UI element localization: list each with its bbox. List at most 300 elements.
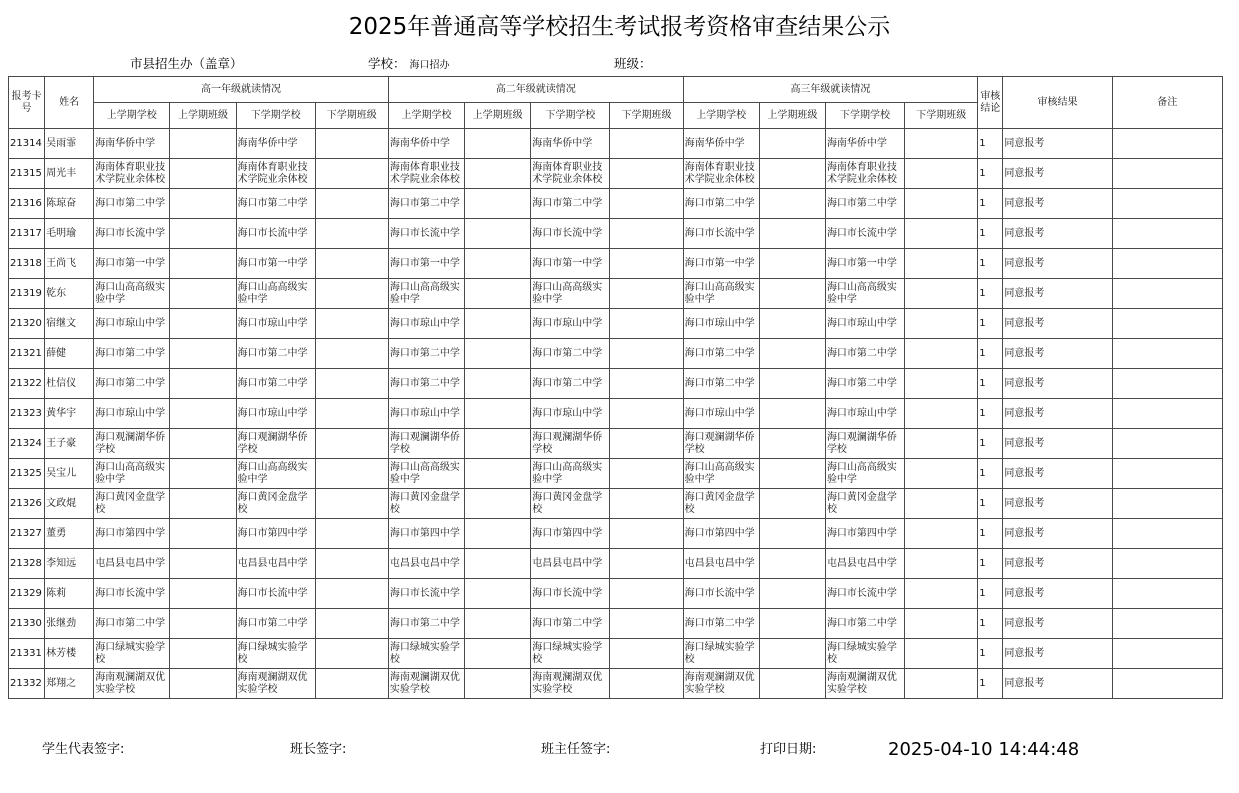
g3-first-school-cell: 海口观澜湖华侨学校 bbox=[683, 429, 759, 459]
g1-second-school-cell: 海口绿城实验学校 bbox=[236, 639, 315, 669]
g1-first-class-cell bbox=[170, 219, 236, 249]
table-row bbox=[9, 129, 1223, 159]
col-conclusion: 审核结论 bbox=[978, 77, 1003, 129]
student-rep-signature: 学生代表签字: bbox=[42, 742, 125, 757]
g2-second-class-cell bbox=[610, 279, 683, 309]
g1-second-school-cell: 海南华侨中学 bbox=[236, 129, 315, 159]
g1-second-school-cell: 海口市琼山中学 bbox=[236, 309, 315, 339]
card-no-cell: 21324 bbox=[9, 429, 45, 459]
name-cell: 吴雨霏 bbox=[45, 129, 94, 159]
g2-first-class-cell bbox=[465, 549, 531, 579]
conclusion-cell: 1 bbox=[978, 429, 1003, 459]
g1-first-class-cell bbox=[170, 429, 236, 459]
g2-first-class-cell bbox=[465, 609, 531, 639]
g1-first-class-cell bbox=[170, 519, 236, 549]
g2-second-school-cell: 海口市琼山中学 bbox=[531, 309, 610, 339]
g3-second-class-cell bbox=[905, 609, 978, 639]
g1-second-school-cell: 海口市长流中学 bbox=[236, 579, 315, 609]
result-cell: 同意报考 bbox=[1003, 489, 1112, 519]
card-no-cell: 21317 bbox=[9, 219, 45, 249]
card-no-cell: 21327 bbox=[9, 519, 45, 549]
g2-first-school-cell: 海南观澜湖双优实验学校 bbox=[388, 669, 464, 699]
g2-second-school-cell: 海口市第四中学 bbox=[531, 519, 610, 549]
remark-cell bbox=[1112, 399, 1222, 429]
g3-second-class-cell bbox=[905, 339, 978, 369]
g1-first-class-cell bbox=[170, 249, 236, 279]
g3-second-class-cell bbox=[905, 279, 978, 309]
g1-first-class-cell bbox=[170, 309, 236, 339]
col-g2-first-class: 上学期班级 bbox=[465, 103, 531, 129]
conclusion-cell: 1 bbox=[978, 639, 1003, 669]
g1-second-school-cell: 海口市长流中学 bbox=[236, 219, 315, 249]
g2-second-school-cell: 海口绿城实验学校 bbox=[531, 639, 610, 669]
g2-second-class-cell bbox=[610, 219, 683, 249]
card-no-cell: 21322 bbox=[9, 369, 45, 399]
name-cell: 陈莉 bbox=[45, 579, 94, 609]
remark-cell bbox=[1112, 279, 1222, 309]
head-teacher-signature: 班主任签字: bbox=[541, 742, 611, 757]
card-no-cell: 21329 bbox=[9, 579, 45, 609]
col-g3-second-school: 下学期学校 bbox=[825, 103, 904, 129]
g2-first-school-cell: 海口市长流中学 bbox=[388, 579, 464, 609]
card-no-cell: 21325 bbox=[9, 459, 45, 489]
table-row bbox=[9, 669, 1223, 699]
conclusion-cell: 1 bbox=[978, 609, 1003, 639]
col-g2-second-school: 下学期学校 bbox=[531, 103, 610, 129]
result-cell: 同意报考 bbox=[1003, 669, 1112, 699]
g1-first-school-cell: 海口市琼山中学 bbox=[94, 399, 170, 429]
g1-first-school-cell: 海口市长流中学 bbox=[94, 219, 170, 249]
g1-first-school-cell: 海口市第二中学 bbox=[94, 609, 170, 639]
col-result: 审核结果 bbox=[1003, 77, 1112, 129]
g1-first-class-cell bbox=[170, 129, 236, 159]
g1-first-school-cell: 海口黄冈金盘学校 bbox=[94, 489, 170, 519]
g2-second-school-cell: 海口黄冈金盘学校 bbox=[531, 489, 610, 519]
review-results-table bbox=[8, 76, 1223, 699]
school-label: 学校： bbox=[368, 56, 406, 71]
g1-second-school-cell: 海口黄冈金盘学校 bbox=[236, 489, 315, 519]
g2-second-class-cell bbox=[610, 459, 683, 489]
card-no-cell: 21330 bbox=[9, 609, 45, 639]
g1-second-class-cell bbox=[315, 129, 388, 159]
table-row bbox=[9, 429, 1223, 459]
g3-first-class-cell bbox=[759, 669, 825, 699]
g3-second-school-cell: 海南华侨中学 bbox=[825, 129, 904, 159]
col-g1-first-school: 上学期学校 bbox=[94, 103, 170, 129]
name-cell: 王尚飞 bbox=[45, 249, 94, 279]
remark-cell bbox=[1112, 129, 1222, 159]
remark-cell bbox=[1112, 639, 1222, 669]
g1-first-class-cell bbox=[170, 459, 236, 489]
col-remark: 备注 bbox=[1112, 77, 1222, 129]
g1-second-class-cell bbox=[315, 219, 388, 249]
g2-second-class-cell bbox=[610, 369, 683, 399]
g1-first-school-cell: 海南华侨中学 bbox=[94, 129, 170, 159]
conclusion-cell: 1 bbox=[978, 249, 1003, 279]
g2-second-school-cell: 屯昌县屯昌中学 bbox=[531, 549, 610, 579]
conclusion-cell: 1 bbox=[978, 189, 1003, 219]
name-cell: 林芳楼 bbox=[45, 639, 94, 669]
g2-first-school-cell: 海南体育职业技术学院业余体校 bbox=[388, 159, 464, 189]
table-row bbox=[9, 249, 1223, 279]
g3-second-school-cell: 海口市第二中学 bbox=[825, 339, 904, 369]
g2-first-class-cell bbox=[465, 429, 531, 459]
g1-first-school-cell: 屯昌县屯昌中学 bbox=[94, 549, 170, 579]
g3-second-school-cell: 海南体育职业技术学院业余体校 bbox=[825, 159, 904, 189]
g3-first-school-cell: 海口市第一中学 bbox=[683, 249, 759, 279]
remark-cell bbox=[1112, 159, 1222, 189]
g2-second-school-cell: 海口市长流中学 bbox=[531, 219, 610, 249]
name-cell: 吴宝儿 bbox=[45, 459, 94, 489]
col-name: 姓名 bbox=[45, 77, 94, 129]
g1-second-school-cell: 海口山高高级实验中学 bbox=[236, 459, 315, 489]
g1-first-class-cell bbox=[170, 609, 236, 639]
g1-first-school-cell: 海口山高高级实验中学 bbox=[94, 279, 170, 309]
g3-second-class-cell bbox=[905, 519, 978, 549]
g3-first-school-cell: 海口山高高级实验中学 bbox=[683, 459, 759, 489]
g1-second-school-cell: 海口观澜湖华侨学校 bbox=[236, 429, 315, 459]
g1-first-school-cell: 海口市第二中学 bbox=[94, 189, 170, 219]
g2-second-school-cell: 海口市长流中学 bbox=[531, 579, 610, 609]
g3-first-school-cell: 海南华侨中学 bbox=[683, 129, 759, 159]
col-grade2: 高二年级就读情况 bbox=[388, 77, 683, 103]
g2-first-class-cell bbox=[465, 189, 531, 219]
g3-first-class-cell bbox=[759, 609, 825, 639]
table-row bbox=[9, 489, 1223, 519]
g2-first-class-cell bbox=[465, 309, 531, 339]
g3-first-school-cell: 海口市琼山中学 bbox=[683, 399, 759, 429]
result-cell: 同意报考 bbox=[1003, 369, 1112, 399]
g2-second-class-cell bbox=[610, 249, 683, 279]
g1-first-school-cell: 海口观澜湖华侨学校 bbox=[94, 429, 170, 459]
g2-first-class-cell bbox=[465, 519, 531, 549]
result-cell: 同意报考 bbox=[1003, 249, 1112, 279]
remark-cell bbox=[1112, 519, 1222, 549]
g3-first-class-cell bbox=[759, 129, 825, 159]
card-no-cell: 21315 bbox=[9, 159, 45, 189]
g3-second-class-cell bbox=[905, 369, 978, 399]
g3-second-school-cell: 海口黄冈金盘学校 bbox=[825, 489, 904, 519]
g3-first-school-cell: 海口市第二中学 bbox=[683, 189, 759, 219]
name-cell: 李知远 bbox=[45, 549, 94, 579]
g3-second-class-cell bbox=[905, 639, 978, 669]
g3-second-class-cell bbox=[905, 549, 978, 579]
g1-first-school-cell: 海口市第二中学 bbox=[94, 339, 170, 369]
g3-first-class-cell bbox=[759, 219, 825, 249]
g1-first-school-cell: 海口市第四中学 bbox=[94, 519, 170, 549]
g1-second-class-cell bbox=[315, 459, 388, 489]
g2-second-school-cell: 海口观澜湖华侨学校 bbox=[531, 429, 610, 459]
result-cell: 同意报考 bbox=[1003, 429, 1112, 459]
g3-first-class-cell bbox=[759, 579, 825, 609]
table-row bbox=[9, 579, 1223, 609]
result-cell: 同意报考 bbox=[1003, 609, 1112, 639]
remark-cell bbox=[1112, 459, 1222, 489]
school-value: 海口招办 bbox=[409, 60, 450, 71]
g1-first-class-cell bbox=[170, 399, 236, 429]
g3-first-class-cell bbox=[759, 249, 825, 279]
g2-first-class-cell bbox=[465, 249, 531, 279]
name-cell: 毛明瑜 bbox=[45, 219, 94, 249]
g3-second-school-cell: 海口市第二中学 bbox=[825, 369, 904, 399]
result-cell: 同意报考 bbox=[1003, 459, 1112, 489]
g1-first-school-cell: 海口市第二中学 bbox=[94, 369, 170, 399]
g2-first-class-cell bbox=[465, 579, 531, 609]
g3-first-class-cell bbox=[759, 339, 825, 369]
g3-second-school-cell: 屯昌县屯昌中学 bbox=[825, 549, 904, 579]
g2-second-school-cell: 海南华侨中学 bbox=[531, 129, 610, 159]
g1-second-class-cell bbox=[315, 309, 388, 339]
g3-second-school-cell: 海口市长流中学 bbox=[825, 579, 904, 609]
g2-second-class-cell bbox=[610, 639, 683, 669]
g1-second-school-cell: 海口市第一中学 bbox=[236, 249, 315, 279]
g2-first-school-cell: 海口黄冈金盘学校 bbox=[388, 489, 464, 519]
g3-second-class-cell bbox=[905, 249, 978, 279]
conclusion-cell: 1 bbox=[978, 459, 1003, 489]
g1-first-class-cell bbox=[170, 639, 236, 669]
g3-first-school-cell: 海口市琼山中学 bbox=[683, 309, 759, 339]
g2-second-class-cell bbox=[610, 159, 683, 189]
g2-first-class-cell bbox=[465, 489, 531, 519]
conclusion-cell: 1 bbox=[978, 519, 1003, 549]
g1-second-class-cell bbox=[315, 279, 388, 309]
g2-first-class-cell bbox=[465, 219, 531, 249]
g1-second-school-cell: 海口山高高级实验中学 bbox=[236, 279, 315, 309]
g1-second-class-cell bbox=[315, 339, 388, 369]
remark-cell bbox=[1112, 669, 1222, 699]
g1-second-school-cell: 海口市第二中学 bbox=[236, 369, 315, 399]
conclusion-cell: 1 bbox=[978, 339, 1003, 369]
g3-first-class-cell bbox=[759, 399, 825, 429]
g2-second-school-cell: 海口市第一中学 bbox=[531, 249, 610, 279]
result-cell: 同意报考 bbox=[1003, 219, 1112, 249]
g1-second-class-cell bbox=[315, 399, 388, 429]
card-no-cell: 21331 bbox=[9, 639, 45, 669]
print-date-label: 打印日期: bbox=[760, 742, 817, 757]
g1-first-class-cell bbox=[170, 339, 236, 369]
g2-second-class-cell bbox=[610, 519, 683, 549]
g2-first-school-cell: 海口市第四中学 bbox=[388, 519, 464, 549]
card-no-cell: 21328 bbox=[9, 549, 45, 579]
result-cell: 同意报考 bbox=[1003, 279, 1112, 309]
result-cell: 同意报考 bbox=[1003, 639, 1112, 669]
col-g2-first-school: 上学期学校 bbox=[388, 103, 464, 129]
g3-second-class-cell bbox=[905, 129, 978, 159]
g2-second-class-cell bbox=[610, 309, 683, 339]
g1-second-class-cell bbox=[315, 609, 388, 639]
g1-second-class-cell bbox=[315, 489, 388, 519]
result-cell: 同意报考 bbox=[1003, 129, 1112, 159]
g1-second-class-cell bbox=[315, 249, 388, 279]
result-cell: 同意报考 bbox=[1003, 339, 1112, 369]
name-cell: 董勇 bbox=[45, 519, 94, 549]
g2-first-school-cell: 海口市琼山中学 bbox=[388, 399, 464, 429]
name-cell: 陈琼奋 bbox=[45, 189, 94, 219]
result-cell: 同意报考 bbox=[1003, 519, 1112, 549]
remark-cell bbox=[1112, 579, 1222, 609]
g2-first-school-cell: 海口市第二中学 bbox=[388, 369, 464, 399]
g3-first-class-cell bbox=[759, 639, 825, 669]
result-cell: 同意报考 bbox=[1003, 159, 1112, 189]
g3-first-class-cell bbox=[759, 369, 825, 399]
table-row bbox=[9, 639, 1223, 669]
g2-second-school-cell: 海南体育职业技术学院业余体校 bbox=[531, 159, 610, 189]
col-g1-second-school: 下学期学校 bbox=[236, 103, 315, 129]
g1-second-school-cell: 屯昌县屯昌中学 bbox=[236, 549, 315, 579]
name-cell: 张继劲 bbox=[45, 609, 94, 639]
g3-second-class-cell bbox=[905, 189, 978, 219]
g2-first-class-cell bbox=[465, 459, 531, 489]
name-cell: 宿继文 bbox=[45, 309, 94, 339]
conclusion-cell: 1 bbox=[978, 369, 1003, 399]
g3-first-class-cell bbox=[759, 279, 825, 309]
g3-first-school-cell: 海南体育职业技术学院业余体校 bbox=[683, 159, 759, 189]
g2-second-class-cell bbox=[610, 429, 683, 459]
card-no-cell: 21316 bbox=[9, 189, 45, 219]
col-grade1: 高一年级就读情况 bbox=[94, 77, 389, 103]
office-label: 市县招生办（盖章） bbox=[130, 56, 243, 71]
conclusion-cell: 1 bbox=[978, 309, 1003, 339]
name-cell: 乾东 bbox=[45, 279, 94, 309]
result-cell: 同意报考 bbox=[1003, 579, 1112, 609]
g3-first-class-cell bbox=[759, 189, 825, 219]
g2-first-class-cell bbox=[465, 129, 531, 159]
g1-second-school-cell: 海口市第二中学 bbox=[236, 189, 315, 219]
g3-first-class-cell bbox=[759, 519, 825, 549]
g2-second-class-cell bbox=[610, 129, 683, 159]
remark-cell bbox=[1112, 219, 1222, 249]
g1-first-school-cell: 海南观澜湖双优实验学校 bbox=[94, 669, 170, 699]
col-card-no: 报考卡号 bbox=[9, 77, 45, 129]
g2-second-school-cell: 海口山高高级实验中学 bbox=[531, 459, 610, 489]
g2-second-school-cell: 海口市第二中学 bbox=[531, 609, 610, 639]
g3-second-school-cell: 海口观澜湖华侨学校 bbox=[825, 429, 904, 459]
g1-second-class-cell bbox=[315, 159, 388, 189]
col-g1-second-class: 下学期班级 bbox=[315, 103, 388, 129]
conclusion-cell: 1 bbox=[978, 549, 1003, 579]
remark-cell bbox=[1112, 339, 1222, 369]
name-cell: 王子豪 bbox=[45, 429, 94, 459]
table-row bbox=[9, 339, 1223, 369]
name-cell: 周光丰 bbox=[45, 159, 94, 189]
g3-second-school-cell: 海南观澜湖双优实验学校 bbox=[825, 669, 904, 699]
g3-second-class-cell bbox=[905, 459, 978, 489]
g2-first-school-cell: 海口市第二中学 bbox=[388, 609, 464, 639]
conclusion-cell: 1 bbox=[978, 159, 1003, 189]
col-grade3: 高三年级就读情况 bbox=[683, 77, 978, 103]
result-cell: 同意报考 bbox=[1003, 549, 1112, 579]
table-row bbox=[9, 219, 1223, 249]
g3-first-school-cell: 海口市长流中学 bbox=[683, 219, 759, 249]
g3-first-class-cell bbox=[759, 549, 825, 579]
g2-second-school-cell: 海口市第二中学 bbox=[531, 339, 610, 369]
remark-cell bbox=[1112, 549, 1222, 579]
table-header-row bbox=[9, 77, 1223, 103]
g3-second-class-cell bbox=[905, 489, 978, 519]
g2-second-class-cell bbox=[610, 669, 683, 699]
conclusion-cell: 1 bbox=[978, 219, 1003, 249]
col-g1-first-class: 上学期班级 bbox=[170, 103, 236, 129]
g2-first-school-cell: 海口观澜湖华侨学校 bbox=[388, 429, 464, 459]
g3-second-school-cell: 海口市琼山中学 bbox=[825, 399, 904, 429]
conclusion-cell: 1 bbox=[978, 579, 1003, 609]
g1-first-school-cell: 海口山高高级实验中学 bbox=[94, 459, 170, 489]
g1-second-class-cell bbox=[315, 579, 388, 609]
g1-first-school-cell: 海口绿城实验学校 bbox=[94, 639, 170, 669]
table-row bbox=[9, 549, 1223, 579]
g3-first-class-cell bbox=[759, 429, 825, 459]
result-cell: 同意报考 bbox=[1003, 399, 1112, 429]
g1-first-class-cell bbox=[170, 159, 236, 189]
name-cell: 郑翔之 bbox=[45, 669, 94, 699]
g1-second-class-cell bbox=[315, 369, 388, 399]
table-row bbox=[9, 159, 1223, 189]
g3-first-class-cell bbox=[759, 309, 825, 339]
card-no-cell: 21321 bbox=[9, 339, 45, 369]
remark-cell bbox=[1112, 249, 1222, 279]
g1-first-class-cell bbox=[170, 549, 236, 579]
g3-second-school-cell: 海口市第二中学 bbox=[825, 189, 904, 219]
g2-first-class-cell bbox=[465, 669, 531, 699]
card-no-cell: 21332 bbox=[9, 669, 45, 699]
conclusion-cell: 1 bbox=[978, 489, 1003, 519]
card-no-cell: 21320 bbox=[9, 309, 45, 339]
g3-first-class-cell bbox=[759, 489, 825, 519]
g2-first-school-cell: 海口山高高级实验中学 bbox=[388, 459, 464, 489]
g2-second-school-cell: 海口山高高级实验中学 bbox=[531, 279, 610, 309]
conclusion-cell: 1 bbox=[978, 279, 1003, 309]
g3-first-school-cell: 海南观澜湖双优实验学校 bbox=[683, 669, 759, 699]
g1-first-school-cell: 海口市第一中学 bbox=[94, 249, 170, 279]
g3-first-school-cell: 海口市第二中学 bbox=[683, 609, 759, 639]
class-label: 班级： bbox=[614, 56, 652, 71]
g3-second-school-cell: 海口市第一中学 bbox=[825, 249, 904, 279]
g1-second-class-cell bbox=[315, 639, 388, 669]
g3-second-class-cell bbox=[905, 399, 978, 429]
g2-second-class-cell bbox=[610, 339, 683, 369]
g3-second-school-cell: 海口山高高级实验中学 bbox=[825, 459, 904, 489]
g1-second-school-cell: 海口市第二中学 bbox=[236, 339, 315, 369]
card-no-cell: 21323 bbox=[9, 399, 45, 429]
g3-second-school-cell: 海口市长流中学 bbox=[825, 219, 904, 249]
g2-first-school-cell: 海南华侨中学 bbox=[388, 129, 464, 159]
page-title: 2025年普通高等学校招生考试报考资格审查结果公示 bbox=[348, 14, 891, 40]
g1-first-school-cell: 海口市长流中学 bbox=[94, 579, 170, 609]
result-cell: 同意报考 bbox=[1003, 189, 1112, 219]
g2-first-class-cell bbox=[465, 339, 531, 369]
g2-second-class-cell bbox=[610, 609, 683, 639]
g3-second-school-cell: 海口市第四中学 bbox=[825, 519, 904, 549]
table-row bbox=[9, 459, 1223, 489]
g3-second-class-cell bbox=[905, 579, 978, 609]
remark-cell bbox=[1112, 369, 1222, 399]
conclusion-cell: 1 bbox=[978, 129, 1003, 159]
remark-cell bbox=[1112, 309, 1222, 339]
school-field bbox=[368, 57, 450, 73]
g3-second-class-cell bbox=[905, 159, 978, 189]
g3-first-school-cell: 海口黄冈金盘学校 bbox=[683, 489, 759, 519]
g1-first-school-cell: 海南体育职业技术学院业余体校 bbox=[94, 159, 170, 189]
g1-second-school-cell: 海口市第二中学 bbox=[236, 609, 315, 639]
g3-first-class-cell bbox=[759, 459, 825, 489]
col-g3-second-class: 下学期班级 bbox=[905, 103, 978, 129]
g2-first-school-cell: 海口市第一中学 bbox=[388, 249, 464, 279]
g2-first-class-cell bbox=[465, 639, 531, 669]
monitor-signature: 班长签字: bbox=[290, 742, 347, 757]
g3-first-school-cell: 海口市第二中学 bbox=[683, 339, 759, 369]
g3-first-school-cell: 海口市第四中学 bbox=[683, 519, 759, 549]
table-row bbox=[9, 369, 1223, 399]
